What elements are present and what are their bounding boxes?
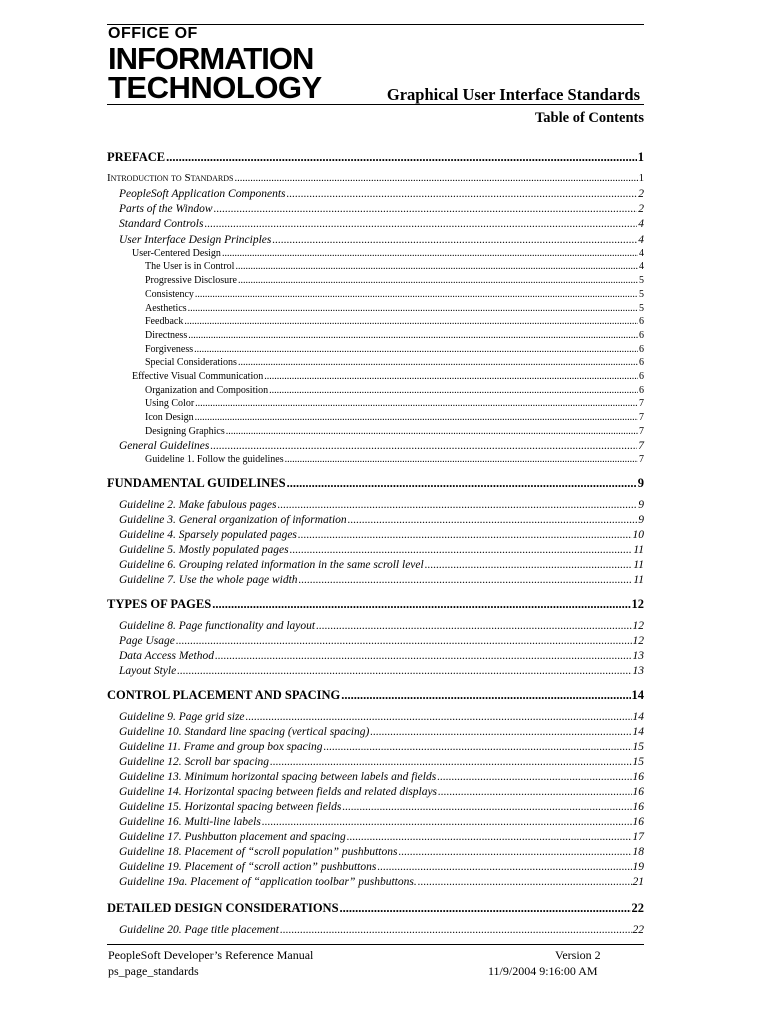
toc-dot-leader bbox=[215, 651, 632, 663]
toc-entry[interactable] bbox=[107, 832, 644, 844]
toc-entry-page: 10 bbox=[632, 529, 644, 541]
toc-entry-title: Guideline 11. Frame and group box spacing bbox=[119, 741, 323, 753]
logo-line-3: TECHNOLOGY bbox=[108, 70, 322, 105]
toc-dot-leader bbox=[238, 358, 638, 368]
toc-entry-page: 14 bbox=[632, 711, 644, 723]
toc-entry-title: Special Considerations bbox=[145, 357, 237, 368]
toc-entry-page: 7 bbox=[639, 398, 644, 409]
toc-dot-leader bbox=[238, 276, 638, 286]
toc-entry-title: Guideline 6. Grouping related information in the same scroll level bbox=[119, 559, 424, 571]
toc-entry-title: Guideline 16. Multi-line labels bbox=[119, 816, 261, 828]
toc-dot-leader bbox=[264, 372, 638, 382]
toc-entry-page: 12 bbox=[632, 620, 644, 632]
toc-entry-title: Page Usage bbox=[119, 635, 175, 647]
toc-entry-title: FUNDAMENTAL GUIDELINES bbox=[107, 476, 286, 490]
toc-entry-page: 13 bbox=[632, 665, 644, 677]
toc-entry-page: 18 bbox=[632, 846, 644, 858]
toc-entry[interactable] bbox=[107, 902, 644, 915]
toc-entry-page: 9 bbox=[638, 514, 644, 526]
toc-entry[interactable] bbox=[107, 399, 644, 409]
toc-entry-page: 6 bbox=[639, 385, 644, 396]
toc-dot-leader bbox=[269, 386, 638, 396]
toc-entry-title: Guideline 20. Page title placement bbox=[119, 924, 279, 936]
toc-entry[interactable] bbox=[107, 151, 644, 164]
toc-entry[interactable] bbox=[107, 862, 644, 874]
toc-entry-title: CONTROL PLACEMENT AND SPACING bbox=[107, 688, 341, 702]
toc-entry-title: Feedback bbox=[145, 316, 184, 327]
toc-entry[interactable] bbox=[107, 276, 644, 286]
toc-entry[interactable] bbox=[107, 560, 644, 572]
toc-entry[interactable] bbox=[107, 204, 644, 216]
toc-entry-page: 6 bbox=[639, 316, 644, 327]
toc-dot-leader bbox=[398, 847, 631, 859]
toc-entry-title: Consistency bbox=[145, 289, 194, 300]
toc-entry-title: Guideline 4. Sparsely populated pages bbox=[119, 529, 297, 541]
toc-dot-leader bbox=[226, 427, 638, 437]
logo-line-2: INFORMATION bbox=[108, 41, 314, 76]
toc-entry-page: 19 bbox=[632, 861, 644, 873]
toc-entry-title: Data Access Method bbox=[119, 650, 214, 662]
toc-entry-page: 5 bbox=[639, 303, 644, 314]
toc-dot-leader bbox=[290, 545, 633, 557]
toc-dot-leader bbox=[222, 249, 638, 259]
toc-entry-title: Standard Controls bbox=[119, 218, 204, 230]
toc-entry[interactable] bbox=[107, 262, 644, 272]
toc-entry-title: Guideline 2. Make fabulous pages bbox=[119, 499, 277, 511]
toc-entry-title: Guideline 14. Horizontal spacing between fields and related displays bbox=[119, 786, 438, 798]
toc-entry-page: 7 bbox=[639, 426, 644, 437]
toc-entry[interactable] bbox=[107, 331, 644, 341]
toc-entry-page: 2 bbox=[638, 188, 644, 200]
toc-entry-title: PeopleSoft Application Components bbox=[119, 188, 286, 200]
toc-entry-title: Directness bbox=[145, 330, 188, 341]
toc-entry[interactable] bbox=[107, 802, 644, 814]
toc-entry-title: Guideline 12. Scroll bar spacing bbox=[119, 756, 270, 768]
toc-entry-page: 6 bbox=[639, 330, 644, 341]
toc-entry-title: Guideline 17. Pushbutton placement and spacing bbox=[119, 831, 346, 843]
toc-entry-page: 12 bbox=[632, 635, 644, 647]
toc-entry-page: 14 bbox=[631, 688, 644, 702]
toc-dot-leader bbox=[299, 575, 633, 587]
toc-dot-leader bbox=[377, 862, 631, 874]
title-rule bbox=[107, 104, 644, 105]
toc-entry[interactable] bbox=[107, 386, 644, 396]
toc-entry-title: Guideline 5. Mostly populated pages bbox=[119, 544, 289, 556]
toc-entry-page: 15 bbox=[632, 741, 644, 753]
toc-entry[interactable] bbox=[107, 413, 644, 423]
toc-entry[interactable] bbox=[107, 372, 644, 382]
toc-entry-page: 22 bbox=[632, 924, 644, 936]
toc-entry-title: Guideline 9. Page grid size bbox=[119, 711, 245, 723]
toc-entry[interactable] bbox=[107, 235, 644, 247]
toc-entry[interactable] bbox=[107, 530, 644, 542]
toc-entry-title: Parts of the Window bbox=[119, 203, 213, 215]
toc-entry-page: 15 bbox=[632, 756, 644, 768]
footer-file-name: ps_page_standards bbox=[108, 964, 199, 978]
toc-entry[interactable] bbox=[107, 772, 644, 784]
toc-dot-leader bbox=[280, 925, 632, 937]
toc-entry-title: Guideline 10. Standard line spacing (vertical spacing) bbox=[119, 726, 370, 738]
toc-dot-leader bbox=[287, 189, 638, 201]
toc-entry-page: 7 bbox=[639, 454, 644, 465]
toc-entry[interactable] bbox=[107, 636, 644, 648]
toc-entry[interactable] bbox=[107, 712, 644, 724]
toc-dot-leader bbox=[316, 621, 631, 633]
toc-entry-page: 16 bbox=[632, 771, 644, 783]
toc-entry[interactable] bbox=[107, 441, 644, 453]
toc-dot-leader bbox=[285, 455, 638, 465]
toc-entry-title: User-Centered Design bbox=[132, 248, 221, 259]
toc-entry[interactable] bbox=[107, 189, 644, 201]
toc-entry[interactable] bbox=[107, 817, 644, 829]
toc-entry-page: 6 bbox=[639, 357, 644, 368]
toc-entry[interactable] bbox=[107, 621, 644, 633]
document-title: Graphical User Interface Standards bbox=[386, 85, 640, 104]
toc-entry-page: 16 bbox=[632, 801, 644, 813]
toc-entry[interactable] bbox=[107, 847, 644, 859]
toc-entry-page: 7 bbox=[639, 412, 644, 423]
toc-dot-leader bbox=[195, 290, 638, 300]
toc-entry-page: 12 bbox=[631, 597, 644, 611]
toc-entry-title: Designing Graphics bbox=[145, 426, 225, 437]
toc-entry[interactable] bbox=[107, 304, 644, 314]
toc-entry-title: Introduction to Standards bbox=[107, 172, 234, 184]
toc-entry-title: Guideline 13. Minimum horizontal spacing between labels and fields bbox=[119, 771, 437, 783]
toc-heading: Table of Contents bbox=[534, 110, 644, 126]
toc-entry-page: 14 bbox=[632, 726, 644, 738]
toc-entry-title: The User is in Control bbox=[145, 261, 235, 272]
toc-entry[interactable] bbox=[107, 173, 644, 185]
toc-entry-page: 6 bbox=[639, 344, 644, 355]
toc-entry[interactable] bbox=[107, 345, 644, 355]
footer-date: 11/9/2004 9:16:00 AM bbox=[488, 964, 598, 978]
toc-entry-page: 5 bbox=[639, 275, 644, 286]
toc-dot-leader bbox=[287, 477, 637, 490]
toc-entry[interactable] bbox=[107, 757, 644, 769]
toc-dot-leader bbox=[188, 331, 638, 341]
toc-dot-leader bbox=[298, 530, 632, 542]
toc-dot-leader bbox=[425, 560, 633, 572]
toc-entry[interactable] bbox=[107, 877, 644, 889]
toc-dot-leader bbox=[177, 666, 631, 678]
toc-entry-page: 13 bbox=[632, 650, 644, 662]
toc-entry[interactable] bbox=[107, 477, 644, 490]
toc-entry-title: PREFACE bbox=[107, 150, 166, 164]
toc-entry-page: 22 bbox=[631, 901, 644, 915]
toc-dot-leader bbox=[195, 413, 638, 423]
toc-entry-page: 6 bbox=[639, 371, 644, 382]
toc-dot-leader bbox=[323, 742, 631, 754]
toc-entry-page: 16 bbox=[632, 816, 644, 828]
toc-entry-title: Icon Design bbox=[145, 412, 194, 423]
toc-entry-page: 2 bbox=[638, 203, 644, 215]
toc-dot-leader bbox=[270, 757, 631, 769]
toc-dot-leader bbox=[235, 262, 638, 272]
toc-entry-title: Aesthetics bbox=[145, 303, 187, 314]
toc-dot-leader bbox=[235, 174, 638, 185]
toc-entry-title: Effective Visual Communication bbox=[132, 371, 264, 382]
toc-dot-leader bbox=[210, 441, 637, 453]
toc-entry-title: Guideline 7. Use the whole page width bbox=[119, 574, 298, 586]
toc-dot-leader bbox=[204, 219, 637, 231]
toc-dot-leader bbox=[438, 787, 631, 799]
toc-dot-leader bbox=[277, 500, 637, 512]
toc-entry-title: Guideline 18. Placement of “scroll population” pushbuttons bbox=[119, 846, 398, 858]
toc-entry-page: 21 bbox=[632, 876, 644, 888]
toc-dot-leader bbox=[184, 317, 638, 327]
toc-entry[interactable] bbox=[107, 358, 644, 368]
oit-logo bbox=[108, 25, 322, 105]
toc-dot-leader bbox=[342, 802, 631, 814]
toc-entry-page: 16 bbox=[632, 786, 644, 798]
toc-entry-title: Guideline 19. Placement of “scroll action” pushbuttons bbox=[119, 861, 377, 873]
toc-entry-page: 4 bbox=[639, 261, 644, 272]
toc-entry-title: Guideline 8. Page functionality and layout bbox=[119, 620, 316, 632]
toc-entry[interactable] bbox=[107, 500, 644, 512]
toc-entry-page: 11 bbox=[633, 559, 644, 571]
toc-entry[interactable] bbox=[107, 925, 644, 937]
toc-entry[interactable] bbox=[107, 651, 644, 663]
toc-dot-leader bbox=[418, 877, 632, 889]
toc-entry-title: Progressive Disclosure bbox=[145, 275, 237, 286]
toc-entry-title: Guideline 3. General organization of information bbox=[119, 514, 347, 526]
toc-entry[interactable] bbox=[107, 249, 644, 259]
toc-entry[interactable] bbox=[107, 515, 644, 527]
toc-dot-leader bbox=[246, 712, 632, 724]
footer-manual-name: PeopleSoft Developer’s Reference Manual bbox=[108, 948, 314, 962]
toc-entry-page: 4 bbox=[639, 248, 644, 259]
toc-entry-page: 4 bbox=[638, 234, 644, 246]
logo-line-1: OFFICE OF bbox=[108, 25, 198, 42]
toc-entry[interactable] bbox=[107, 317, 644, 327]
toc-entry-page: 4 bbox=[638, 218, 644, 230]
toc-entry-page: 7 bbox=[638, 440, 644, 452]
footer-rule bbox=[107, 944, 644, 945]
toc-entry-title: General Guidelines bbox=[119, 440, 210, 452]
toc-entry[interactable] bbox=[107, 787, 644, 799]
toc-entry-page: 17 bbox=[632, 831, 644, 843]
toc-entry-title: Guideline 1. Follow the guidelines bbox=[145, 454, 284, 465]
toc-entry[interactable] bbox=[107, 598, 644, 611]
toc-dot-leader bbox=[214, 204, 638, 216]
toc-dot-leader bbox=[437, 772, 631, 784]
toc-entry-page: 1 bbox=[638, 173, 644, 184]
toc-dot-leader bbox=[340, 902, 631, 915]
toc-entry-title: Guideline 19a. Placement of “application toolbar” pushbuttons. bbox=[119, 876, 417, 888]
toc-entry[interactable] bbox=[107, 689, 644, 702]
toc-entry-title: Layout Style bbox=[119, 665, 177, 677]
toc-entry-title: Using Color bbox=[145, 398, 195, 409]
toc-entry-title: User Interface Design Principles bbox=[119, 234, 272, 246]
toc-dot-leader bbox=[370, 727, 631, 739]
toc-entry-title: TYPES OF PAGES bbox=[107, 597, 212, 611]
toc-entry-page: 11 bbox=[633, 574, 644, 586]
toc-dot-leader bbox=[195, 399, 638, 409]
toc-entry-title: Forgiveness bbox=[145, 344, 194, 355]
toc-dot-leader bbox=[194, 345, 638, 355]
toc-entry-title: Guideline 15. Horizontal spacing between fields bbox=[119, 801, 342, 813]
toc-entry[interactable] bbox=[107, 666, 644, 678]
toc-dot-leader bbox=[341, 689, 630, 702]
toc-entry-page: 1 bbox=[637, 150, 644, 164]
toc-entry-title: Organization and Composition bbox=[145, 385, 269, 396]
toc-dot-leader bbox=[262, 817, 632, 829]
toc-entry[interactable] bbox=[107, 727, 644, 739]
toc-entry-page: 9 bbox=[638, 499, 644, 511]
toc-dot-leader bbox=[188, 304, 638, 314]
toc-entry[interactable] bbox=[107, 427, 644, 437]
toc-entry-page: 9 bbox=[637, 476, 644, 490]
toc-entry[interactable] bbox=[107, 455, 644, 465]
toc-dot-leader bbox=[176, 636, 632, 648]
toc-entry-page: 5 bbox=[639, 289, 644, 300]
toc-entry[interactable] bbox=[107, 742, 644, 754]
toc-entry[interactable] bbox=[107, 575, 644, 587]
toc-dot-leader bbox=[166, 151, 637, 164]
toc-dot-leader bbox=[272, 235, 637, 247]
toc-entry[interactable] bbox=[107, 545, 644, 557]
toc-dot-leader bbox=[348, 515, 638, 527]
toc-dot-leader bbox=[212, 598, 630, 611]
toc-dot-leader bbox=[347, 832, 632, 844]
toc-entry-title: DETAILED DESIGN CONSIDERATIONS bbox=[107, 901, 339, 915]
toc-entry[interactable] bbox=[107, 219, 644, 231]
toc-entry[interactable] bbox=[107, 290, 644, 300]
toc-entry-page: 11 bbox=[633, 544, 644, 556]
footer-version: Version 2 bbox=[555, 948, 601, 962]
